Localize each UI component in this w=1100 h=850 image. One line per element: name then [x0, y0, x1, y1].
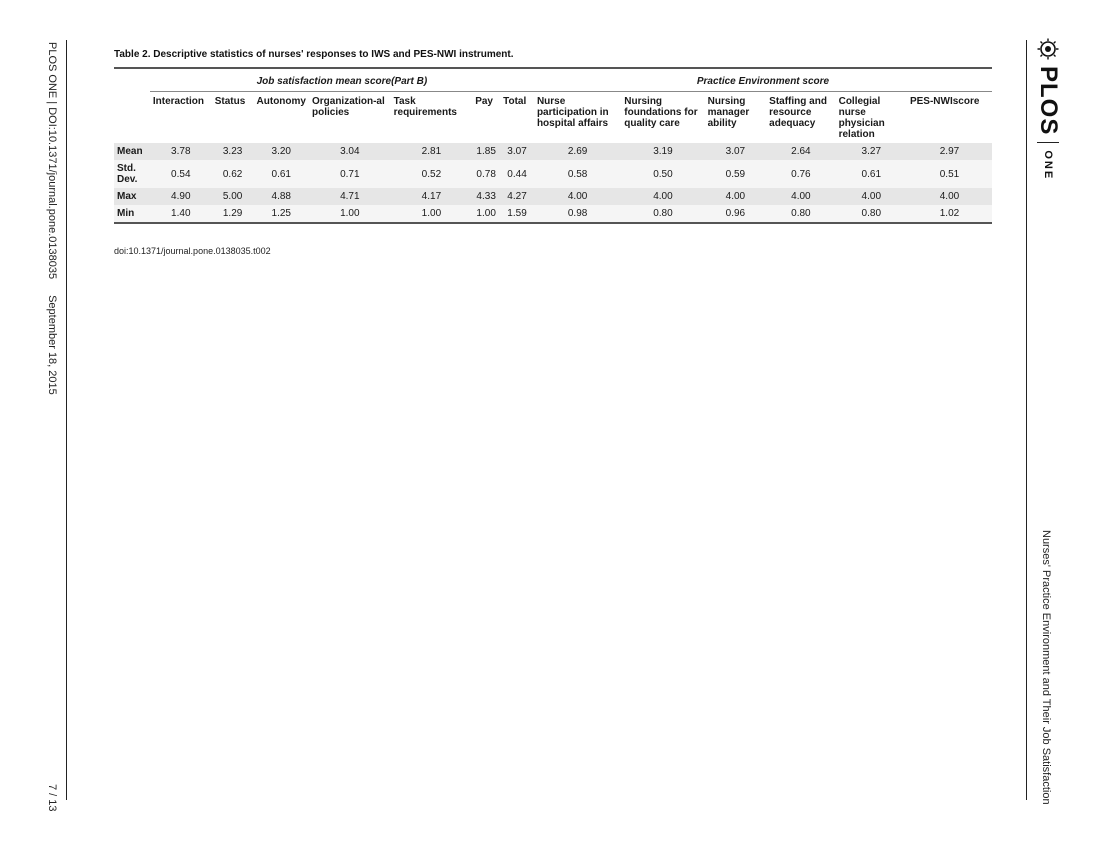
table-cell: 4.88: [254, 188, 309, 205]
table-cell: 3.07: [500, 143, 534, 160]
table-cell: 4.00: [907, 188, 992, 205]
column-header: Task requirements: [393, 96, 457, 118]
table-cell: 3.27: [836, 143, 907, 160]
table-cell: 0.62: [212, 160, 254, 188]
group-header-row: [114, 68, 992, 92]
table-cell: 3.20: [254, 143, 309, 160]
logo-separator: [1037, 142, 1059, 143]
row-label: Mean: [114, 143, 150, 160]
table-cell: 4.00: [621, 188, 704, 205]
column-header: Staffing and resource adequacy: [769, 96, 827, 129]
table-cell: 1.85: [472, 143, 500, 160]
table-cell: 4.00: [766, 188, 835, 205]
column-header: Autonomy: [256, 96, 306, 107]
table-cell: 4.17: [391, 188, 473, 205]
column-header: [114, 92, 150, 144]
table-cell: 0.76: [766, 160, 835, 188]
table-cell: 4.00: [836, 188, 907, 205]
table-cell: 4.90: [150, 188, 212, 205]
logo-plos-text: PLOS: [1035, 66, 1062, 136]
table-row: [114, 205, 992, 223]
table-cell: 0.61: [836, 160, 907, 188]
table-cell: 1.00: [391, 205, 473, 223]
column-header: Collegial nurse physician relation: [838, 96, 885, 140]
table-row: [114, 188, 992, 205]
table-cell: 3.19: [621, 143, 704, 160]
table-row: [114, 143, 992, 160]
table-cell: 1.59: [500, 205, 534, 223]
column-header: Organization-al policies: [311, 96, 385, 118]
table-cell: 1.25: [254, 205, 309, 223]
table-cell: 2.64: [766, 143, 835, 160]
table-cell: 0.58: [534, 160, 621, 188]
column-header: Nurse participation in hospital affairs: [536, 96, 609, 129]
table-doi: doi:10.1371/journal.pone.0138035.t002: [114, 246, 271, 256]
group-header-job-satisfaction: Job satisfaction mean score(Part B): [150, 68, 534, 92]
table-cell: 2.81: [391, 143, 473, 160]
journal-citation: [46, 42, 58, 395]
table-cell: 0.80: [766, 205, 835, 223]
table-cell: 0.80: [621, 205, 704, 223]
column-header: Interaction: [152, 96, 204, 107]
table-cell: 1.00: [472, 205, 500, 223]
table-caption: Table 2. Descriptive statistics of nurses' responses to IWS and PES-NWI instrument.: [114, 49, 514, 60]
descriptive-stats-table: [114, 67, 992, 224]
group-header-practice-environment: Practice Environment score: [534, 68, 992, 92]
table-cell: 0.51: [907, 160, 992, 188]
table-cell: 0.98: [534, 205, 621, 223]
table-cell: 4.00: [534, 188, 621, 205]
table-cell: 3.23: [212, 143, 254, 160]
table-cell: 2.69: [534, 143, 621, 160]
table-cell: 1.02: [907, 205, 992, 223]
table-cell: 4.00: [705, 188, 767, 205]
plos-one-logo: [1034, 38, 1062, 180]
table-cell: 5.00: [212, 188, 254, 205]
table-cell: 0.54: [150, 160, 212, 188]
logo-one-text: ONE: [1042, 150, 1054, 181]
table-cell: 3.78: [150, 143, 212, 160]
table-cell: 4.71: [309, 188, 391, 205]
right-divider: [1026, 40, 1027, 800]
table-cell: 0.52: [391, 160, 473, 188]
table-cell: 3.07: [705, 143, 767, 160]
table-cell: 2.97: [907, 143, 992, 160]
column-header-row: [114, 92, 992, 144]
column-header: PES-NWIscore: [909, 96, 980, 107]
publication-date: September 18, 2015: [46, 295, 58, 395]
plos-globe-icon: [1037, 38, 1059, 60]
group-header-empty: [114, 68, 150, 92]
table-cell: 4.33: [472, 188, 500, 205]
column-header: Status: [214, 96, 246, 107]
table-cell: 4.27: [500, 188, 534, 205]
table-cell: 0.50: [621, 160, 704, 188]
row-label: Std. Dev.: [114, 160, 150, 188]
table-cell: 1.40: [150, 205, 212, 223]
table-body: [114, 143, 992, 223]
table-cell: 0.78: [472, 160, 500, 188]
row-label: Max: [114, 188, 150, 205]
row-label: Min: [114, 205, 150, 223]
table-cell: 0.71: [309, 160, 391, 188]
page-number: 7 / 13: [46, 784, 58, 812]
column-header: Total: [503, 96, 527, 107]
table-row: [114, 160, 992, 188]
table-cell: 0.44: [500, 160, 534, 188]
table-cell: 0.80: [836, 205, 907, 223]
left-divider: [66, 40, 67, 800]
running-title: Nurses' Practice Environment and Their Job Satisfaction: [1040, 530, 1052, 805]
column-header: Pay: [475, 96, 493, 107]
journal-doi: PLOS ONE | DOI:10.1371/journal.pone.0138035: [46, 42, 58, 280]
table-container: [114, 67, 992, 224]
column-header: Nursing manager ability: [707, 96, 750, 129]
table-cell: 1.00: [309, 205, 391, 223]
table-cell: 3.04: [309, 143, 391, 160]
table-cell: 0.61: [254, 160, 309, 188]
column-header: Nursing foundations for quality care: [624, 96, 698, 129]
table-cell: 1.29: [212, 205, 254, 223]
table-cell: 0.59: [705, 160, 767, 188]
table-cell: 0.96: [705, 205, 767, 223]
